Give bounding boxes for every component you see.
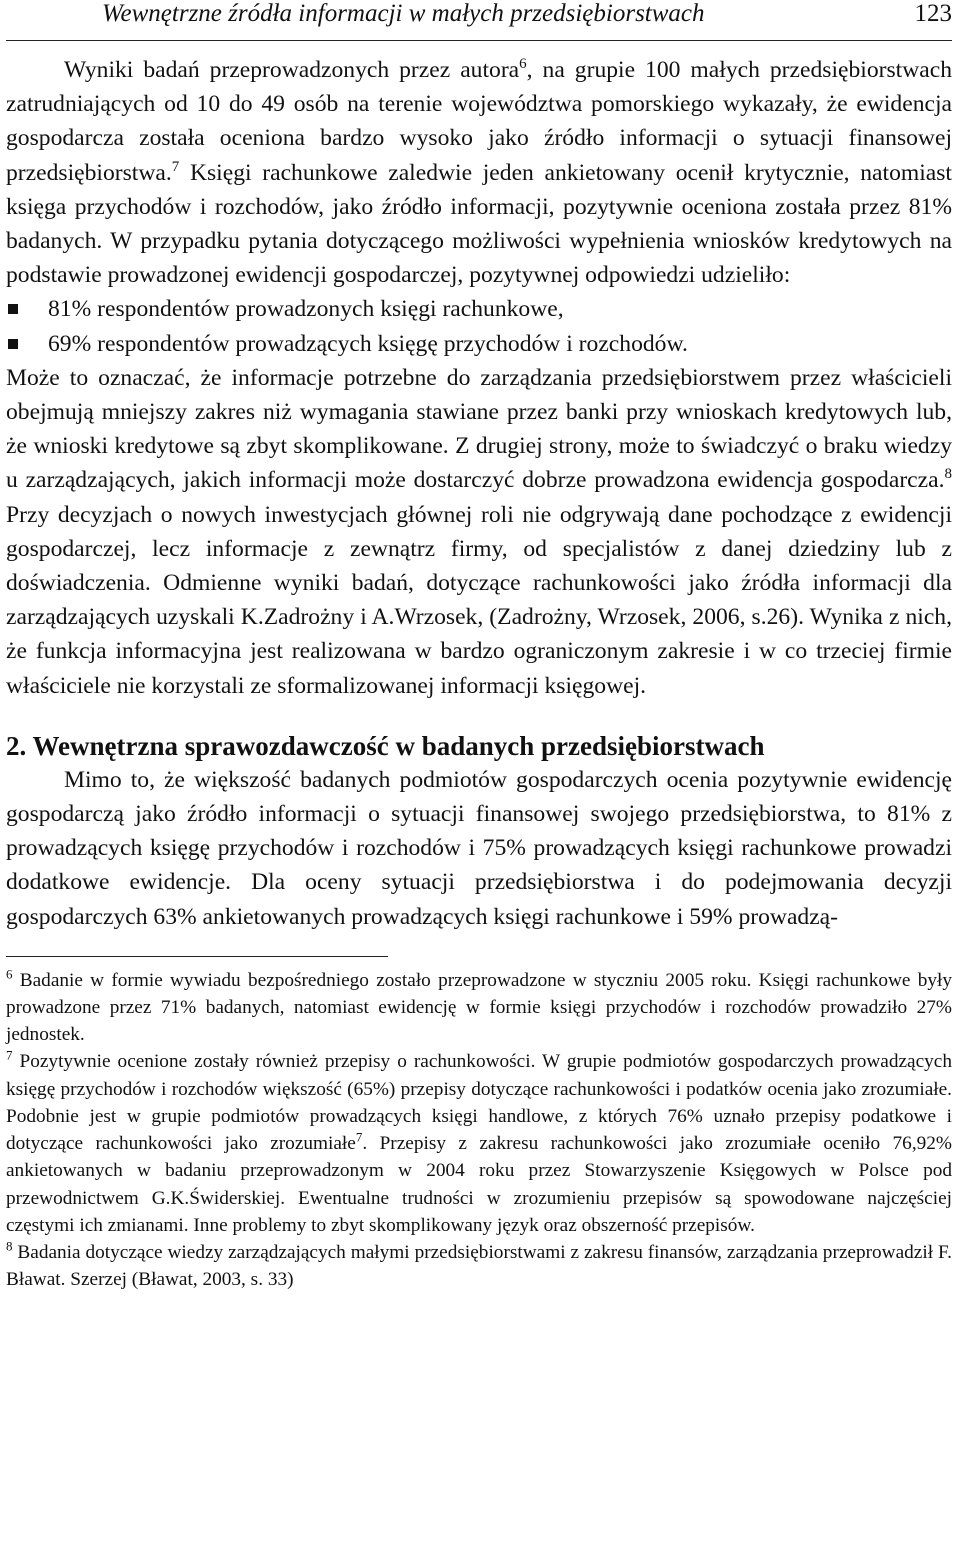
footnote-6 <box>6 967 952 1049</box>
bullet-item-text: 81% respondentów prowadzonych księgi rachunkowe, <box>48 296 564 323</box>
paragraph-2-text-b: Przy decyzjach o nowych inwestycjach głównej roli nie odgrywają dane pochodzące z ewidencji gospodarczej, lecz informacje z zewnątrz firmy, od specjalistów z danej dziedziny lub z doświadczenia. Odmienne wyniki badań, dotyczące rachunkowości jako źródła informacji dla zarządzających uzyskali K.Zadrożny i A.Wrzosek, (Zadrożny, Wrzosek, 2006, s.26). Wynika z nich, że funkcja informacyjna jest realizowana w bardzo ograniczonym zakresie i w co trzeciej firmie właściciele nie korzystali ze sformalizowanej informacji księgowej. <box>6 501 952 699</box>
paragraph-1-text-a: Wyniki badań przeprowadzonych przez autora <box>64 57 520 83</box>
footnote-ref-6[interactable]: 6 <box>519 56 527 73</box>
footnotes <box>6 967 952 1293</box>
footnote-number: 7 <box>6 1048 13 1064</box>
footnote-number: 6 <box>6 966 13 982</box>
paragraph-2 <box>6 361 952 703</box>
footnote-text: Badania dotyczące wiedzy zarządzających małymi przedsiębiorstwami z zakresu finansów, zarządzania przeprowadził F. Bławat. Szerzej (Bławat, 2003, s. 33) <box>6 1241 952 1291</box>
footnote-8 <box>6 1239 952 1293</box>
footnote-number: 8 <box>6 1238 13 1254</box>
paragraph-1-text-c: Księgi rachunkowe zaledwie jeden ankietowany ocenił krytycznie, natomiast księga przychodów i rozchodów, jako źródło informacji, pozytywnie oceniona została przez 81% badanych. W przypadku pytania dotyczącego możliwości wypełnienia wniosków kredytowych na podstawie prowadzonej ewidencji gospodarczej, pozytywnej odpowiedzi udzieliło: <box>6 159 952 289</box>
footnote-ref-8[interactable]: 8 <box>944 466 952 483</box>
footnote-text: Pozytywnie ocenione zostały również przepisy o rachunkowości. W grupie podmiotów gospodarczych prowadzących księgę przychodów i rozchodów większość (65%) przepisy dotyczące rachunkowości i podatków ocenia jako zrozumiałe. <box>6 1051 952 1100</box>
footnote-text: Badanie w formie wywiadu bezpośredniego zostało przeprowadzone w styczniu 2005 roku. Księgi rachunkowe były prowadzone przez 71% badanych, natomiast ewidencję w formie księgi przychodów i rozchodów prowadziło 27% jednostek. <box>6 969 952 1046</box>
bullet-item <box>6 327 952 361</box>
footnote-text: Podobnie jest w grupie podmiotów prowadzących księgi handlowe, z których 76% uznało przepisy podatkowe i dotyczące rachunkowości jako zrozumiałe <box>6 1105 952 1155</box>
section-heading: 2. Wewnętrzna sprawozdawczość w badanych przedsiębiorstwach <box>6 730 765 761</box>
paragraph-3: Mimo to, że większość badanych podmiotów gospodarczych ocenia pozytywnie ewidencję gospodarczą jako źródło informacji o sytuacji finansowej swojego przedsiębiorstwa, to 81% z prowadzących księgę przychodów i rozchodów i 75% prowadzących księgi rachunkowe prowadzi dodatkowe ewidencje. Dla oceny sytuacji przedsiębiorstwa i do podejmowania decyzji gospodarczych 63% ankietowanych prowadzących księgi rachunkowe i 59% prowadzą- <box>6 766 952 930</box>
footnote-separator <box>6 956 388 957</box>
paragraph-2-text-a: Może to oznaczać, że informacje potrzebne do zarządzania przedsiębiorstwem przez właścicieli obejmują mniejszy zakres niż wymagania stawiane przez banki przy wnioskach kredytowych lub, że wnioski kredytowe są zbyt skomplikowane. Z drugiej strony, może to świadczyć o braku wiedzy u zarządzających, jakich informacji może dostarczyć dobrze prowadzona ewidencja gospodarcza. <box>6 364 952 494</box>
bullet-item-text: 69% respondentów prowadzących księgę przychodów i rozchodów. <box>48 330 688 357</box>
paragraph-1-text-b: , na grupie 100 małych przedsiębiorstwach zatrudniających od 10 do 49 osób na terenie województwa pomorskiego wykazały, że ewidencja gospodarcza została oceniona bardzo wysoko jako źródło informacji o sytuacji finansowej przedsiębiorstwa. <box>6 57 952 186</box>
document-page <box>6 0 952 1293</box>
footnote-ref-7[interactable]: 7 <box>171 158 180 175</box>
bullet-item <box>6 292 952 326</box>
running-title: Wewnętrzne źródła informacji w małych przedsiębiorstwach <box>102 0 705 27</box>
bullet-list <box>6 292 952 360</box>
square-bullet-icon <box>8 304 18 314</box>
main-body <box>6 53 952 934</box>
paragraph-1 <box>6 53 952 292</box>
page-number: 123 <box>914 0 952 27</box>
footnote-7 <box>6 1048 952 1238</box>
running-header <box>6 0 952 41</box>
footnote-inline-ref: 7 <box>355 1129 363 1145</box>
square-bullet-icon <box>8 339 18 349</box>
footnote-text: . Przepisy z zakresu rachunkowości jako zrozumiałe oceniło 76,92% ankietowanych w badaniu przeprowadzonym w 2004 roku przez Stowarzyszenie Księgowych w Polsce pod przewodnictwem G.K.Świderskiej. Ewentualne trudności w zrozumieniu przepisów są spowodowane najczęściej częstymi ich zmianami. Inne problemy to zbyt skomplikowany język oraz obszerność przepisów. <box>6 1133 952 1236</box>
